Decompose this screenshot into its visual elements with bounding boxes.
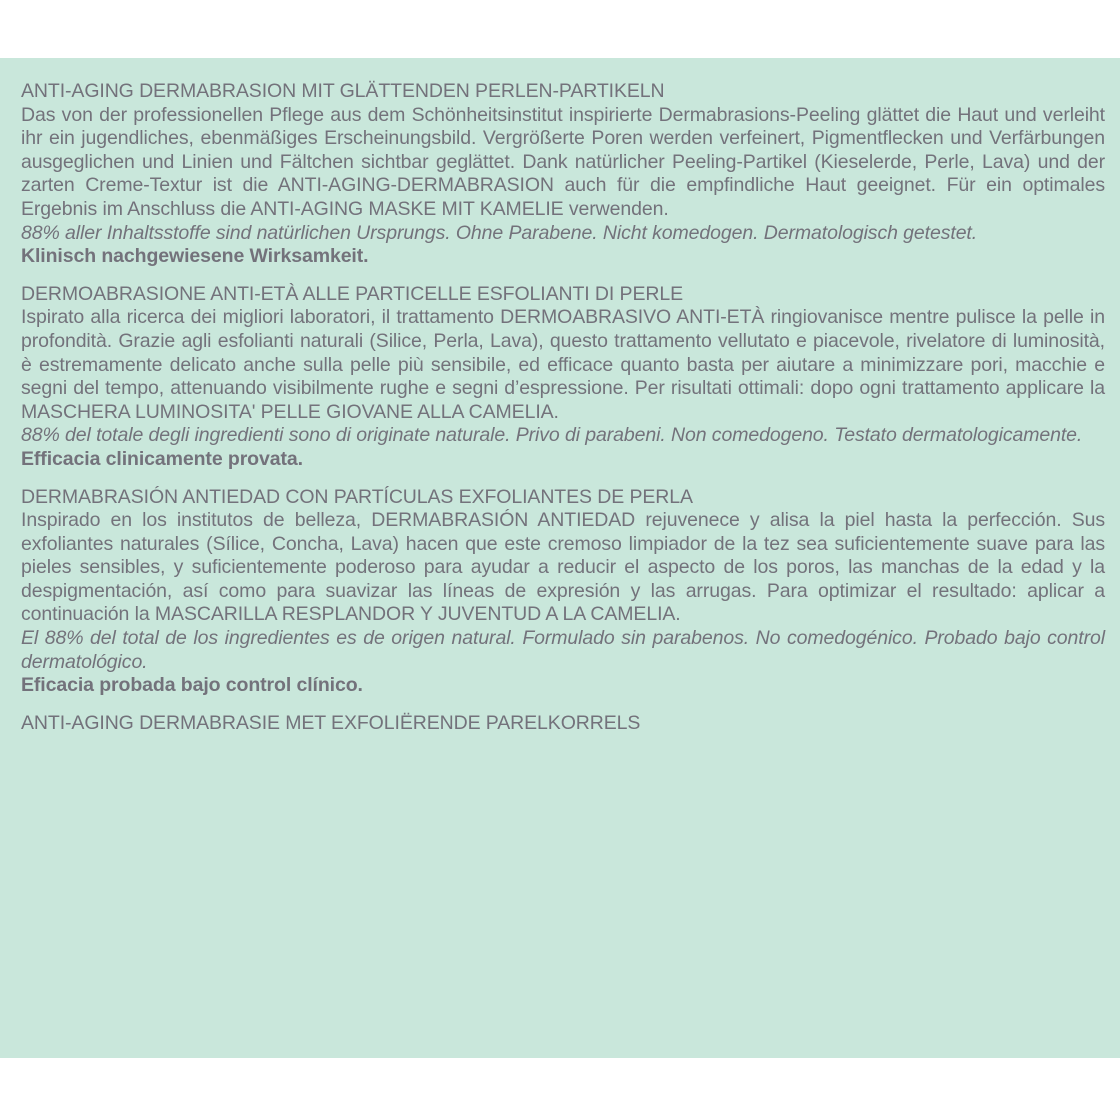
section-claim: Efficacia clinicamente provata. — [21, 447, 303, 470]
section-note: El 88% del total de los ingredientes es de origen natural. Formulado sin parabenos. No comedogénico. Probado bajo control dermatológico. — [21, 627, 1105, 673]
package-panel — [0, 58, 1120, 1058]
section-spanish — [21, 486, 1105, 698]
section-german — [21, 80, 1105, 269]
section-heading: DERMABRASIÓN ANTIEDAD CON PARTÍCULAS EXFOLIANTES DE PERLA — [21, 485, 693, 508]
section-note: 88% del totale degli ingredienti sono di originate naturale. Privo di parabeni. Non comedogeno. Testato dermatologicamente. — [21, 424, 1083, 447]
section-italian — [21, 283, 1105, 472]
section-claim: Eficacia probada bajo control clínico. — [21, 674, 363, 697]
section-heading: ANTI-AGING DERMABRASION MIT GLÄTTENDEN PERLEN-PARTIKELN — [21, 80, 665, 102]
label-text-area — [21, 80, 1105, 735]
section-note: 88% aller Inhaltsstoffe sind natürlichen Ursprungs. Ohne Parabene. Nicht komedogen. Dermatologisch getestet. — [21, 221, 978, 244]
section-body: Inspirado en los institutos de belleza, DERMABRASIÓN ANTIEDAD rejuvenece y alisa la piel hasta la perfección. Sus exfoliantes naturales (Sílice, Concha, Lava) hacen que este cremoso limpiador de la tez sea suficientemente suave para las pieles sensibles, y suficientemente poderoso para ayudar a reducir el aspecto de los poros, las manchas de la edad y la despigmentación, así como para suavizar las líneas de expresión y las arrugas. Para optimizar el resultado: aplicar a continuación la MASCARILLA RESPLANDOR Y JUVENTUD A LA CAMELIA. — [21, 509, 1105, 626]
section-body: Das von der professionellen Pflege aus dem Schönheitsinstitut inspirierte Dermabrasions-Peeling glättet die Haut und verleiht ihr ein jugendliches, ebenmäßiges Erscheinungsbild. Vergrößerte Poren werden verfeinert, Pigmentflecken und Verfärbungen ausgeglichen und Linien und Fältchen sichtbar geglättet. Dank natürlicher Peeling-Partikel (Kieselerde, Perle, Lava) und der zarten Creme-Textur ist die ANTI-AGING-DERMABRASION auch für die empfindliche Haut geeignet. Für ein optimales Ergebnis im Anschluss die ANTI-AGING MASKE MIT KAMELIE verwenden. — [21, 103, 1105, 220]
section-body: Ispirato alla ricerca dei migliori laboratori, il trattamento DERMOABRASIVO ANTI-ETÀ ringiovanisce mentre pulisce la pelle in profondità. Grazie agli esfolianti naturali (Silice, Perla, Lava), questo trattamento vellutato e piacevole, rivelatore di luminosità, è estremamente delicato anche sulla pelle più sensibile, ed efficace quanto basta per aiutare a minimizzare pori, macchie e segni del tempo, attenuando visibilmente rughe e segni d’espressione. Per risultati ottimali: dopo ogni trattamento applicare la MASCHERA LUMINOSITA' PELLE GIOVANE ALLA CAMELIA. — [21, 306, 1105, 423]
section-heading: DERMOABRASIONE ANTI-ETÀ ALLE PARTICELLE ESFOLIANTI DI PERLE — [21, 282, 683, 305]
section-claim: Klinisch nachgewiesene Wirksamkeit. — [21, 245, 369, 268]
section-heading-dutch: ANTI-AGING DERMABRASIE MET EXFOLIËRENDE PARELKORRELS — [21, 711, 641, 734]
